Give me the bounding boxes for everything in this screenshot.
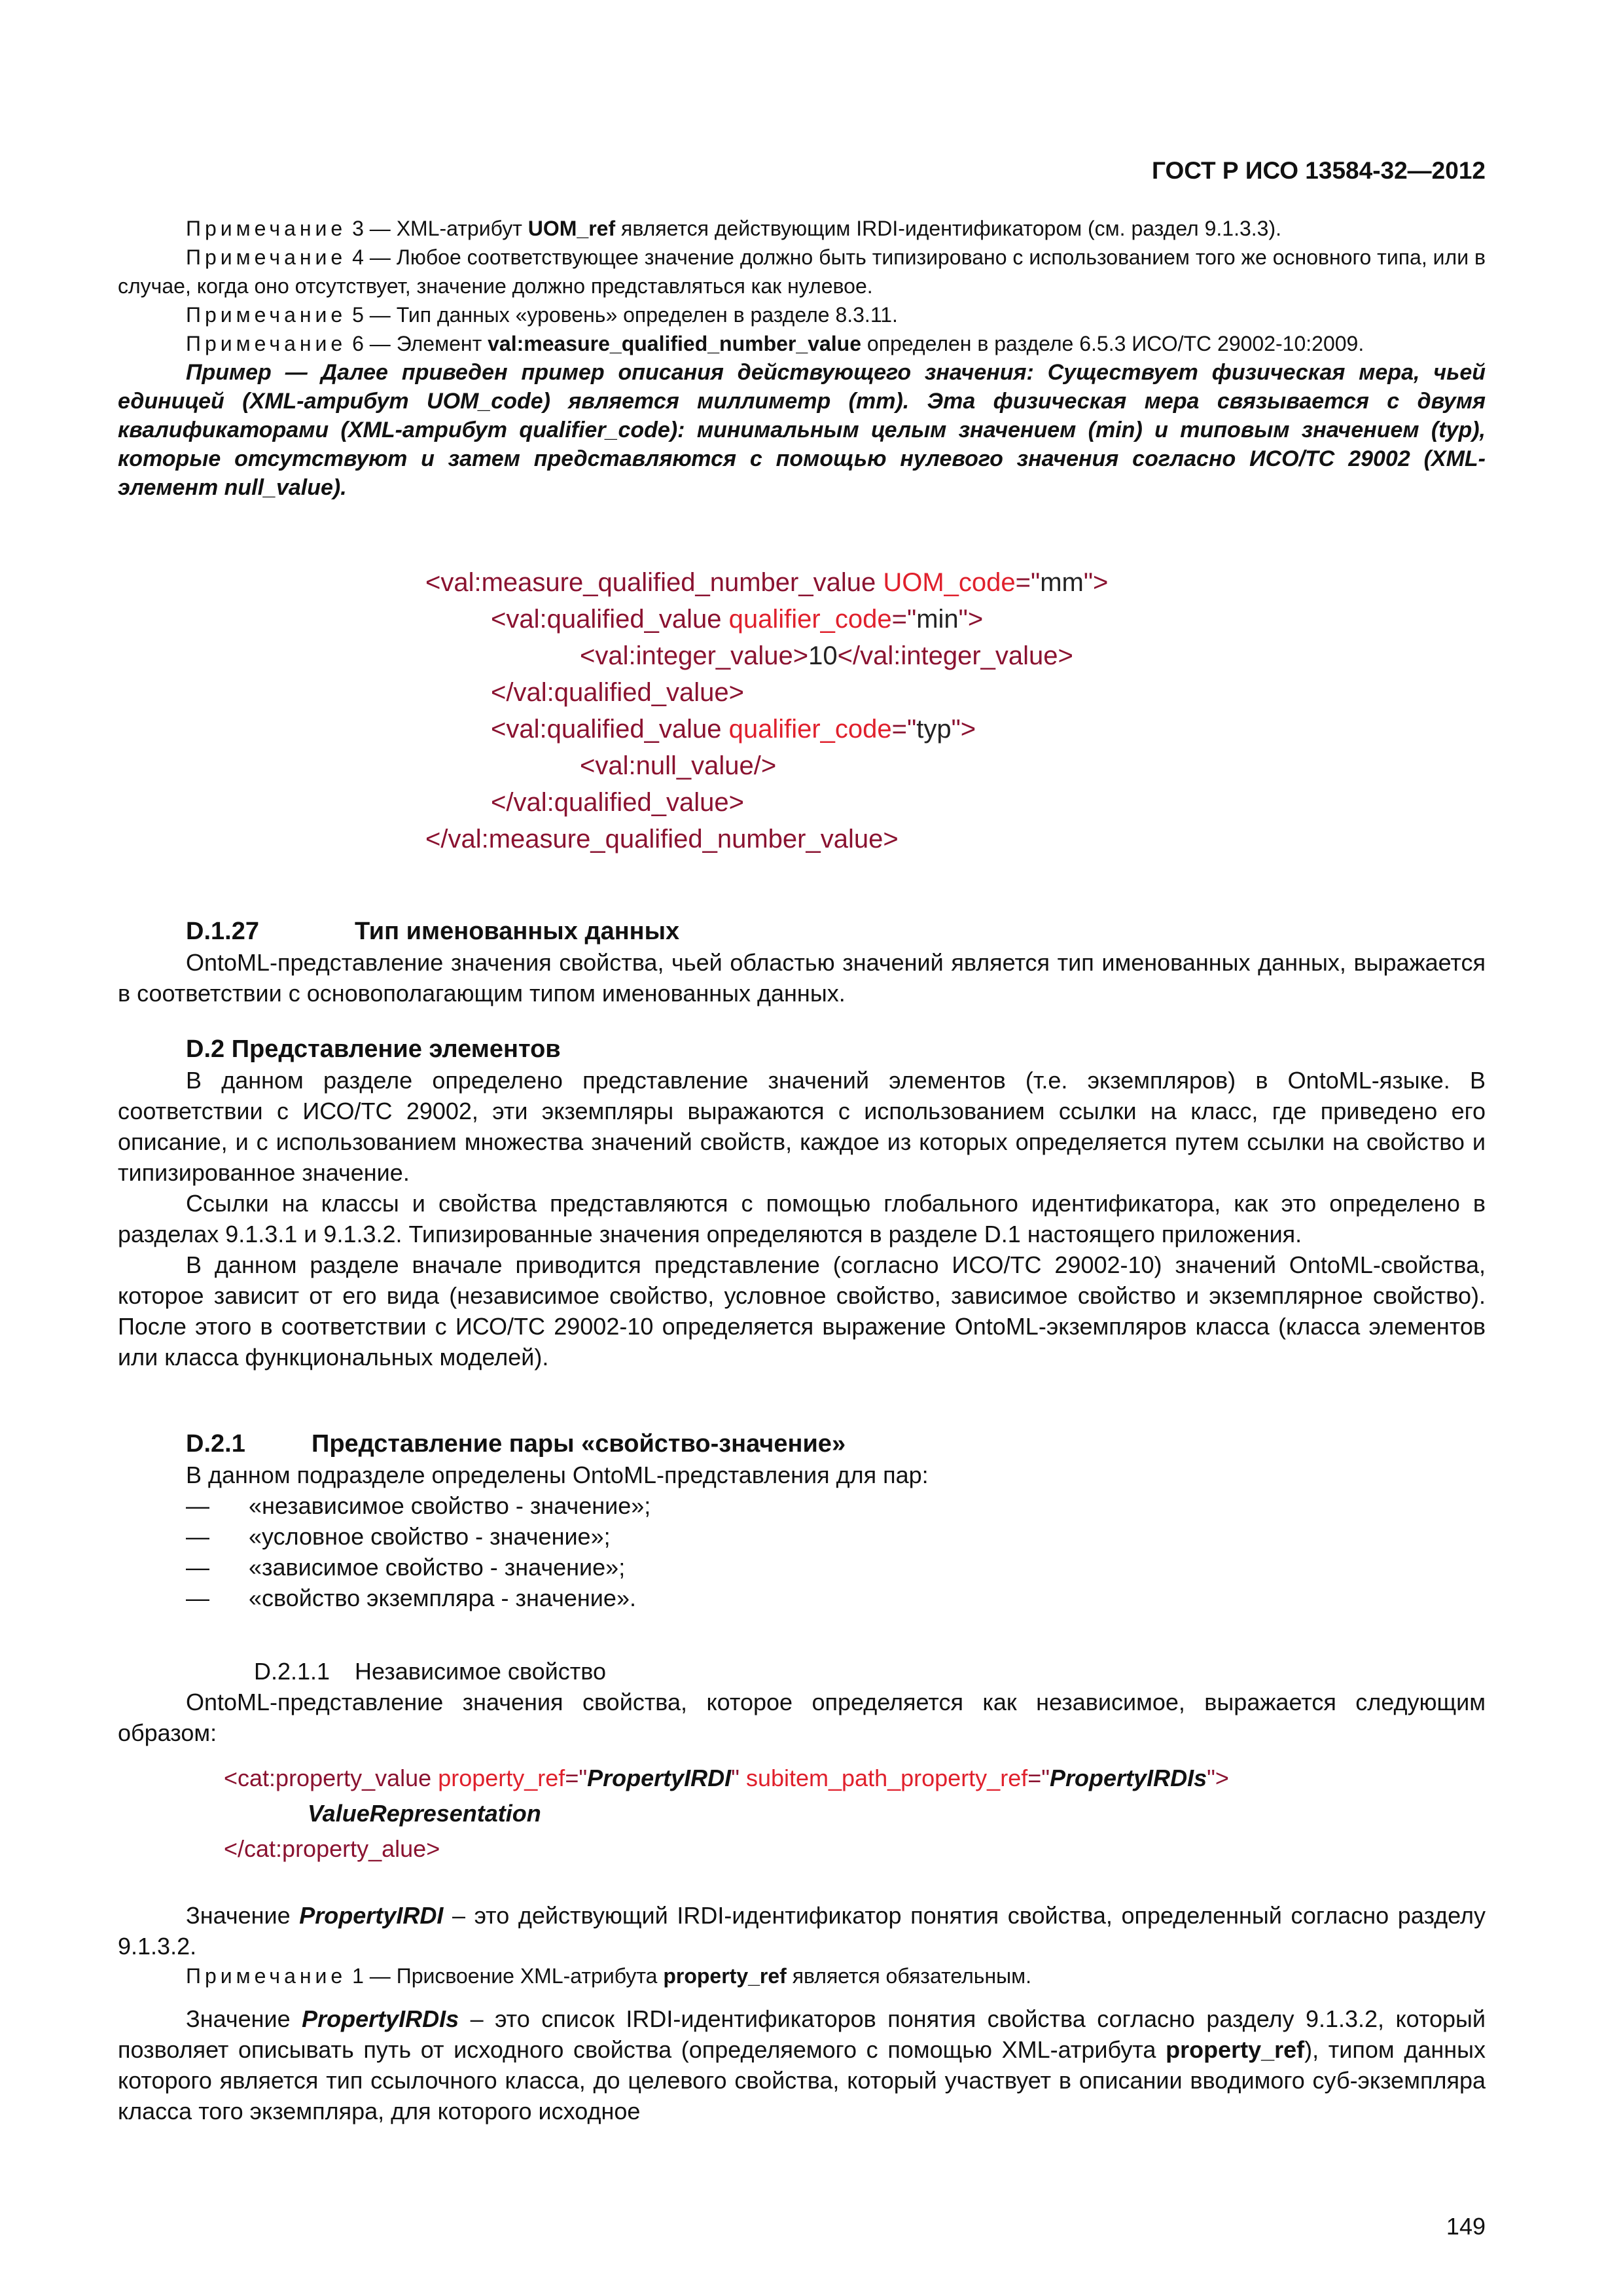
code-line: </cat:property_alue> — [224, 1835, 440, 1862]
paragraph: В данном разделе определено представление значений элементов (т.е. экземпляров) в OntoML-языке. В соответствии с ИСО/ТС 29002, эти экземпляры выражаются с использованием ссылки на класс, где приведено его описание, и с использованием множества значений свойств, каждое из которых определяется путем ссылки на свойство и типизированное значение. — [118, 1067, 1486, 1186]
section-heading: D.2.1 Представление пары «свойство-значение» — [186, 1430, 846, 1458]
list-item: — «зависимое свойство - значение»; — [186, 1554, 626, 1581]
paragraph: В данном разделе вначале приводится представление (согласно ИСО/ТС 29002-10) значений OntoML-свойства, которое зависит от его вида (независимое свойство, условное свойство, зависимое свойство и экземплярное свойство). После этого в соответствии с ИСО/ТС 29002-10 определяется выражение OntoML-экземпляров класса (класса элементов или класса функциональных моделей). — [118, 1251, 1486, 1371]
paragraph: Значение PropertyIRDIs – это список IRDI-идентификаторов понятия свойства согласно разделу 9.1.3.2, который позволяет описывать путь от исходного свойства (определяемого с помощью XML-атрибута property_ref), типом данных которого является тип ссылочного класса, до целевого свойства, который участвует в описании вводимого суб-экземпляра класса того экземпляра, для которого исходное — [118, 2005, 1486, 2125]
paragraph: OntoML-представление значения свойства, чьей областью значений является тип именованных данных, выражается в соответствии с основополагающим типом именованных данных. — [118, 949, 1486, 1007]
xml-code-block-1 — [425, 564, 1342, 857]
note-4: Примечание 4 — Любое соответствующее значение должно быть типизировано с использованием того же основного типа, или в случае, когда оно отсутствует, значение должно представляться как нулевое. — [118, 245, 1486, 298]
section-d2 — [118, 1034, 1486, 1372]
paragraph: Значение PropertyIRDI – это действующий IRDI-идентификатор понятия свойства, определенный согласно разделу 9.1.3.2. — [118, 1902, 1486, 1960]
note-5: Примечание 5 — Тип данных «уровень» определен в разделе 8.3.11. — [186, 303, 898, 327]
note-3: Примечание 3 — XML-атрибут UOM_ref является действующим IRDI-идентификатором (см. раздел 9.1.3.3). — [186, 217, 1282, 240]
paragraph: OntoML-представление значения свойства, которое определяется как независимое, выражается следующим образом: — [118, 1689, 1486, 1746]
paragraph: В данном подразделе определены OntoML-представления для пар: — [186, 1462, 929, 1488]
list-item: — «независимое свойство - значение»; — [186, 1492, 651, 1519]
section-d211 — [118, 1656, 1486, 1748]
section-heading: D.1.27 Тип именованных данных — [186, 918, 680, 945]
list-item: — «свойство экземпляра - значение». — [186, 1585, 636, 1611]
section-heading: D.2.1.1 Независимое свойство — [254, 1658, 606, 1685]
code-line: <val:null_value/> — [580, 751, 777, 780]
code-line: <val:qualified_value qualifier_code="typ"> — [491, 715, 976, 744]
code-line: <cat:property_value property_ref="PropertyIRDI" subitem_path_property_ref="PropertyIRDIs"> — [224, 1765, 1229, 1791]
after-code-block — [118, 1900, 1486, 2126]
paragraph: Ссылки на классы и свойства представляются с помощью глобального идентификатора, как это определено в разделах 9.1.3.1 и 9.1.3.2. Типизированные значения определяются в разделе D.1 настоящего приложения. — [118, 1190, 1486, 1247]
section-heading: D.2 Представление элементов — [186, 1035, 561, 1063]
section-d127 — [118, 916, 1486, 1009]
page-number: 149 — [1446, 2213, 1486, 2240]
standard-header: ГОСТ Р ИСО 13584-32—2012 — [1151, 157, 1486, 184]
note-1: Примечание 1 — Присвоение XML-атрибута property_ref является обязательным. — [186, 1964, 1031, 1988]
list-item: — «условное свойство - значение»; — [186, 1523, 611, 1550]
code-line: <val:measure_qualified_number_value UOM_code="mm"> — [425, 568, 1109, 597]
section-d21 — [118, 1429, 1486, 1613]
xml-code-block-2 — [224, 1761, 1467, 1867]
code-line: </val:qualified_value> — [491, 678, 744, 707]
notes-block — [118, 214, 1486, 502]
code-line: <val:qualified_value qualifier_code="min"> — [491, 605, 984, 634]
code-line: </val:qualified_value> — [491, 788, 744, 817]
code-line: <val:integer_value>10</val:integer_value> — [580, 641, 1073, 670]
code-line: </val:measure_qualified_number_value> — [425, 825, 899, 853]
example-paragraph: Пример — Далее приведен пример описания действующего значения: Существует физическая мера, чьей единицей (XML-атрибут UOM_code) является миллиметр (mm). Эта физическая мера связывается с двумя квалификаторами (XML-атрибут qualifier_code): минимальным целым значением (min) и типовым значением (typ), которые отсутствуют и затем представляются с помощью нулевого значения согласно ИСО/ТС 29002 (XML-элемент null_value). — [118, 360, 1486, 500]
note-6: Примечание 6 — Элемент val:measure_qualified_number_value определен в разделе 6.5.3 ИСО/ТС 29002-10:2009. — [186, 332, 1364, 355]
code-line: ValueRepresentation — [308, 1800, 541, 1827]
